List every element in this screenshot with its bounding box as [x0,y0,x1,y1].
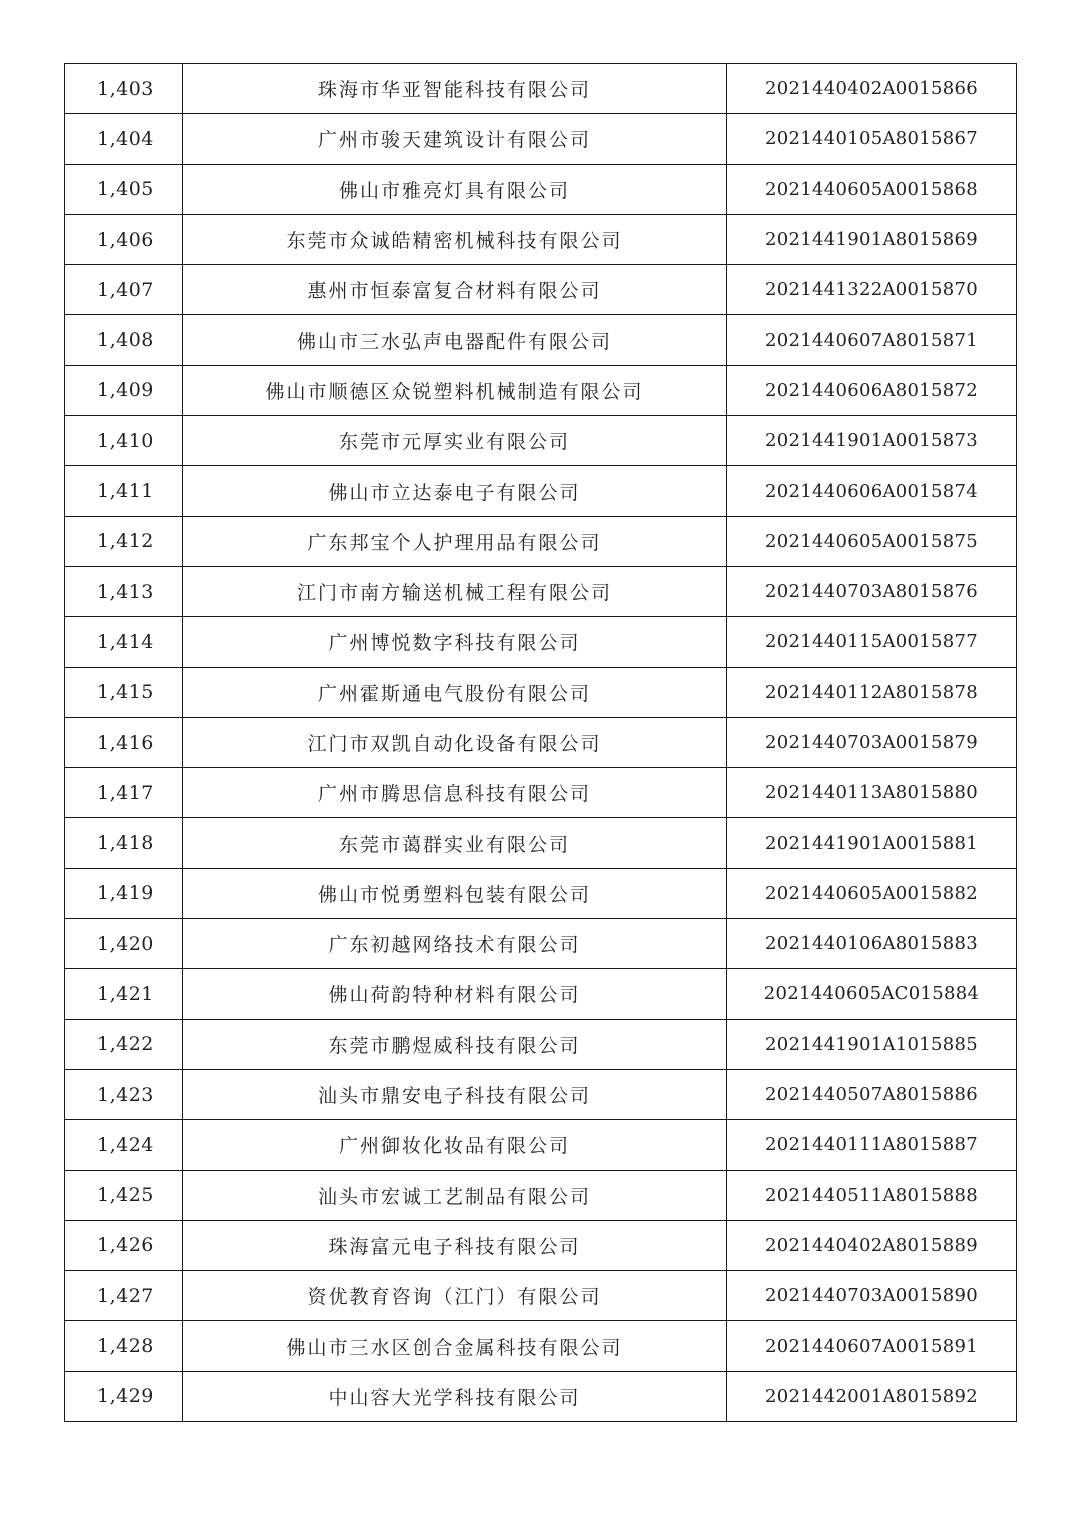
registration-code-cell: 2021440402A0015866 [727,64,1017,114]
company-name-cell: 广东初越网络技术有限公司 [183,919,727,969]
company-name-cell: 广州市腾思信息科技有限公司 [183,768,727,818]
table-row [65,1220,1017,1270]
table-row [65,617,1017,667]
company-name-cell: 广州霍斯通电气股份有限公司 [183,667,727,717]
row-number-cell: 1,408 [65,315,183,365]
registration-code-cell: 2021440112A8015878 [727,667,1017,717]
company-name-cell: 资优教育咨询（江门）有限公司 [183,1271,727,1321]
table-row [65,365,1017,415]
registration-code-cell: 2021440111A8015887 [727,1120,1017,1170]
row-number-cell: 1,416 [65,717,183,767]
registration-code-cell: 2021441901A0015873 [727,416,1017,466]
table-row [65,768,1017,818]
registration-code-cell: 2021440605A0015875 [727,516,1017,566]
row-number-cell: 1,419 [65,868,183,918]
row-number-cell: 1,425 [65,1170,183,1220]
table-row [65,1371,1017,1421]
row-number-cell: 1,427 [65,1271,183,1321]
registration-code-cell: 2021440703A0015879 [727,717,1017,767]
company-name-cell: 广州御妆化妆品有限公司 [183,1120,727,1170]
row-number-cell: 1,417 [65,768,183,818]
table-row [65,1321,1017,1371]
company-name-cell: 珠海市华亚智能科技有限公司 [183,64,727,114]
row-number-cell: 1,410 [65,416,183,466]
registration-code-cell: 2021440105A8015867 [727,114,1017,164]
row-number-cell: 1,428 [65,1321,183,1371]
registration-code-cell: 2021440703A0015890 [727,1271,1017,1321]
table-row [65,214,1017,264]
table-row [65,64,1017,114]
registration-code-cell: 2021440607A0015891 [727,1321,1017,1371]
registration-code-cell: 2021440113A8015880 [727,768,1017,818]
table-row [65,466,1017,516]
registration-code-cell: 2021440703A8015876 [727,566,1017,616]
row-number-cell: 1,422 [65,1019,183,1069]
table-row [65,717,1017,767]
company-name-cell: 东莞市蔼群实业有限公司 [183,818,727,868]
registration-code-cell: 2021440511A8015888 [727,1170,1017,1220]
table-row [65,164,1017,214]
registration-code-cell: 2021440507A8015886 [727,1069,1017,1119]
company-name-cell: 汕头市宏诚工艺制品有限公司 [183,1170,727,1220]
table-row [65,315,1017,365]
table-row [65,969,1017,1019]
company-name-cell: 佛山市顺德区众锐塑料机械制造有限公司 [183,365,727,415]
company-name-cell: 佛山市立达泰电子有限公司 [183,466,727,516]
table-row [65,818,1017,868]
registration-code-cell: 2021440106A8015883 [727,919,1017,969]
row-number-cell: 1,423 [65,1069,183,1119]
company-name-cell: 佛山荷韵特种材料有限公司 [183,969,727,1019]
company-name-cell: 中山容大光学科技有限公司 [183,1371,727,1421]
company-name-cell: 惠州市恒泰富复合材料有限公司 [183,265,727,315]
registration-code-cell: 2021440606A0015874 [727,466,1017,516]
row-number-cell: 1,421 [65,969,183,1019]
company-name-cell: 东莞市众诚皓精密机械科技有限公司 [183,214,727,264]
row-number-cell: 1,405 [65,164,183,214]
company-name-cell: 佛山市三水弘声电器配件有限公司 [183,315,727,365]
table-row [65,1170,1017,1220]
company-name-cell: 佛山市雅亮灯具有限公司 [183,164,727,214]
company-name-cell: 东莞市鹏煜威科技有限公司 [183,1019,727,1069]
table-body [65,64,1017,1422]
table-row [65,868,1017,918]
registration-code-cell: 2021440115A0015877 [727,617,1017,667]
table-row [65,114,1017,164]
row-number-cell: 1,424 [65,1120,183,1170]
table-row [65,516,1017,566]
row-number-cell: 1,418 [65,818,183,868]
row-number-cell: 1,404 [65,114,183,164]
company-name-cell: 广东邦宝个人护理用品有限公司 [183,516,727,566]
row-number-cell: 1,426 [65,1220,183,1270]
row-number-cell: 1,414 [65,617,183,667]
registration-code-cell: 2021440607A8015871 [727,315,1017,365]
registration-code-cell: 2021442001A8015892 [727,1371,1017,1421]
registration-code-cell: 2021440606A8015872 [727,365,1017,415]
registration-code-cell: 2021440605AC015884 [727,969,1017,1019]
table-row [65,1019,1017,1069]
row-number-cell: 1,413 [65,566,183,616]
table-row [65,1069,1017,1119]
table-row [65,1271,1017,1321]
registration-code-cell: 2021440402A8015889 [727,1220,1017,1270]
company-registry-table [64,63,1017,1422]
row-number-cell: 1,407 [65,265,183,315]
table-row [65,919,1017,969]
table-row [65,416,1017,466]
registration-code-cell: 2021441901A8015869 [727,214,1017,264]
table-row [65,265,1017,315]
registration-code-cell: 2021441901A0015881 [727,818,1017,868]
table-row [65,566,1017,616]
company-name-cell: 佛山市三水区创合金属科技有限公司 [183,1321,727,1371]
row-number-cell: 1,415 [65,667,183,717]
company-name-cell: 广州市骏天建筑设计有限公司 [183,114,727,164]
company-name-cell: 广州博悦数字科技有限公司 [183,617,727,667]
registration-code-cell: 2021441322A0015870 [727,265,1017,315]
registration-code-cell: 2021440605A0015868 [727,164,1017,214]
table-row [65,1120,1017,1170]
registration-code-cell: 2021440605A0015882 [727,868,1017,918]
table-row [65,667,1017,717]
company-name-cell: 珠海富元电子科技有限公司 [183,1220,727,1270]
registration-code-cell: 2021441901A1015885 [727,1019,1017,1069]
company-name-cell: 江门市双凯自动化设备有限公司 [183,717,727,767]
row-number-cell: 1,420 [65,919,183,969]
row-number-cell: 1,403 [65,64,183,114]
company-name-cell: 东莞市元厚实业有限公司 [183,416,727,466]
row-number-cell: 1,412 [65,516,183,566]
row-number-cell: 1,429 [65,1371,183,1421]
row-number-cell: 1,406 [65,214,183,264]
company-name-cell: 江门市南方输送机械工程有限公司 [183,566,727,616]
company-name-cell: 佛山市悦勇塑料包装有限公司 [183,868,727,918]
row-number-cell: 1,411 [65,466,183,516]
company-name-cell: 汕头市鼎安电子科技有限公司 [183,1069,727,1119]
row-number-cell: 1,409 [65,365,183,415]
